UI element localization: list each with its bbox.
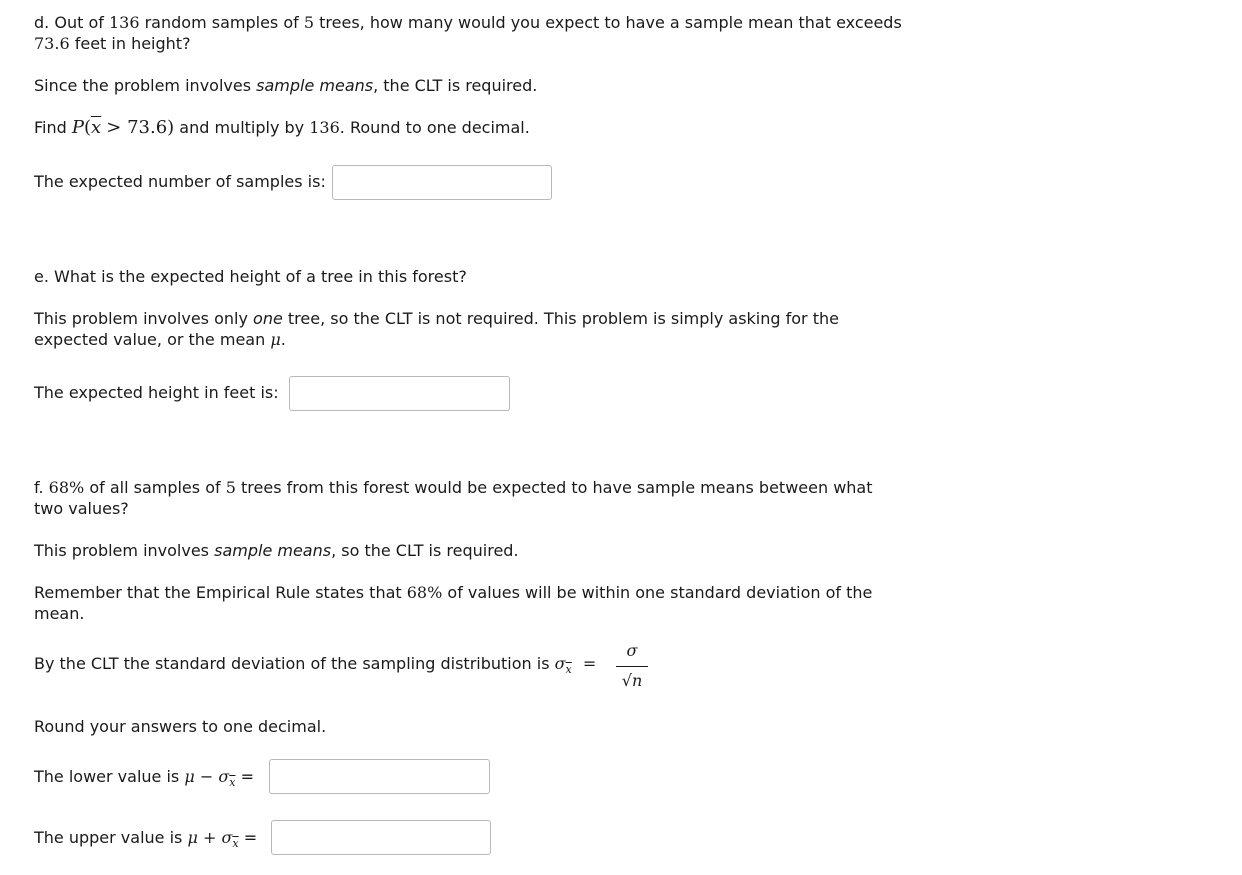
clt-statement: By the CLT the standard deviation of the sampling distribution is $\sigma_{\overline{x}}$ = [34,654,597,677]
lower-value-input[interactable] [269,759,490,794]
note-d: Since the problem involves sample means, the CLT is required. [34,76,538,95]
question-f: f. 68% of all samples of 5 trees from this forest would be expected to have sample means between what [34,478,873,497]
answer-e-label: The expected height in feet is: [34,383,279,402]
question-d-line2: 73.6 feet in height? [34,34,191,53]
empirical-rule: Remember that the Empirical Rule states that 68% of values will be within one standard deviation of the [34,583,873,602]
question-d: d. Out of 136 random samples of 5 trees, how many would you expect to have a sample mean that exceeds [34,13,902,32]
find-instruction: Find $P(\overline{x} > 73.6)$ and multiply by 136. Round to one decimal. [34,117,530,138]
answer-d-label: The expected number of samples is: [34,172,326,191]
question-f-line2: two values? [34,499,129,518]
note-e: This problem involves only one tree, so the CLT is not required. This problem is simply asking for the [34,309,839,328]
fraction-numerator: σ [626,641,638,660]
empirical-rule-line2: mean. [34,604,85,623]
lower-value-label: The lower value is $\mu - \sigma_{\overline{x}}$ = [34,767,254,790]
fraction-bar [616,666,648,667]
upper-value-input[interactable] [271,820,491,855]
upper-value-label: The upper value is $\mu + \sigma_{\overline{x}}$ = [34,828,258,851]
note-f: This problem involves sample means, so the CLT is required. [34,541,519,560]
fraction-denominator: √n [621,671,643,690]
question-e: e. What is the expected height of a tree in this forest? [34,267,467,286]
expected-height-input[interactable] [289,376,510,411]
round-instruction: Round your answers to one decimal. [34,717,327,736]
note-e-line2: expected value, or the mean μ. [34,330,286,349]
expected-samples-input[interactable] [332,165,552,200]
